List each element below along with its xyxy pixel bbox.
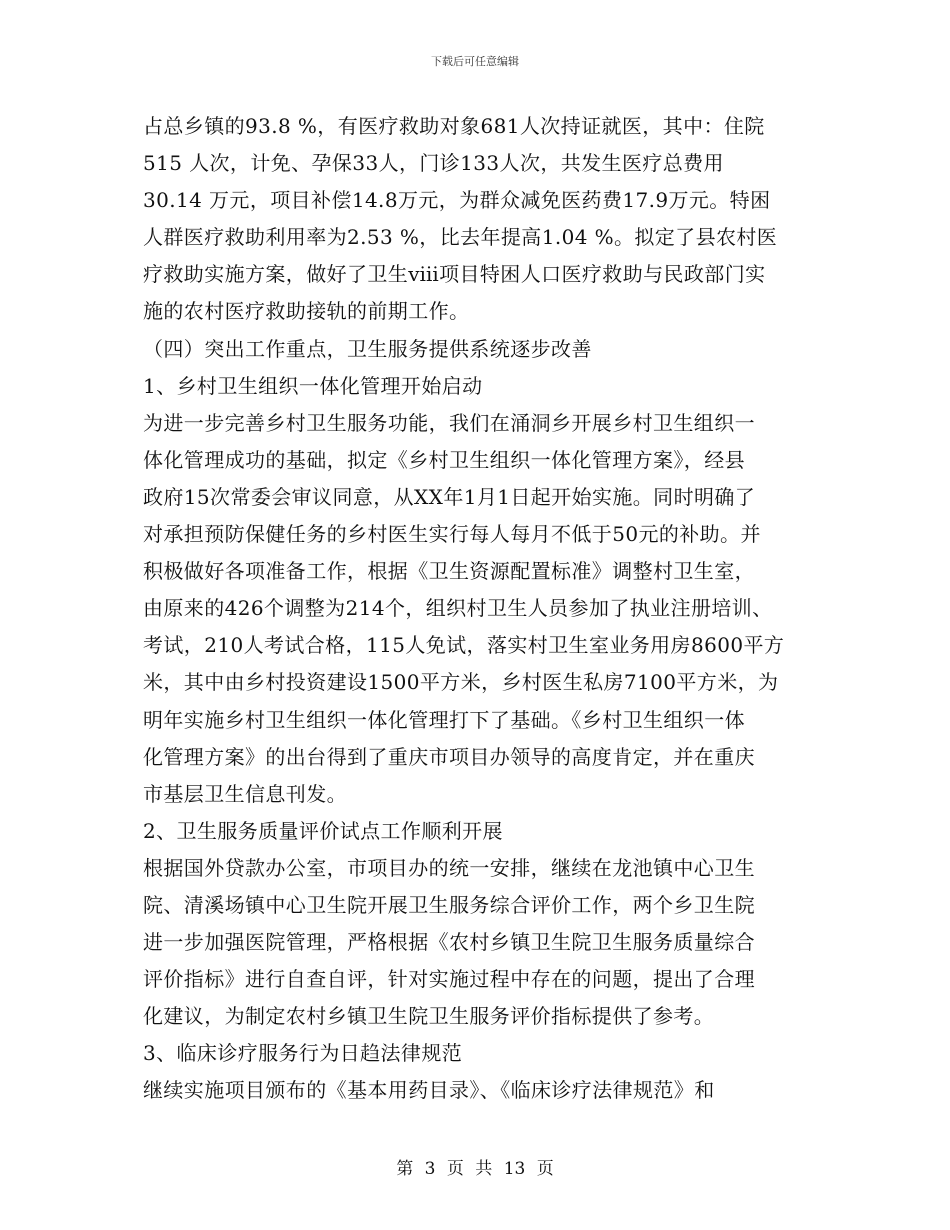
page-header: 下载后可任意编辑 <box>431 55 519 68</box>
text-line: 化管理方案》的出台得到了重庆市项目办领导的高度肯定，并在重庆 <box>143 744 755 769</box>
text-line: 继续实施项目颁布的《基本用药目录》、《临床诊疗法律规范》和 <box>143 1078 715 1103</box>
subsection-heading: 1、乡村卫生组织一体化管理开始启动 <box>143 373 483 398</box>
text-line: 市基层卫生信息刊发。 <box>143 781 347 806</box>
subsection-heading: 2、卫生服务质量评价试点工作顺利开展 <box>143 818 503 843</box>
page-footer: 第 3 页 共 13 页 <box>396 1159 554 1179</box>
text-line: 体化管理成功的基础，拟定《乡村卫生组织一体化管理方案》，经县 <box>143 447 745 472</box>
text-line: 由原来的426个调整为214个，组织村卫生人员参加了执业注册培训、 <box>143 596 773 621</box>
text-line: 化建议，为制定农村乡镇卫生院卫生服务评价指标提供了参考。 <box>143 1004 715 1029</box>
text-line: 政府15次常委会审议同意，从XX年1月1日起开始实施。同时明确了 <box>143 484 756 509</box>
text-line: 30.14 万元，项目补偿14.8万元，为群众减免医药费17.9万元。特困 <box>143 188 771 213</box>
text-line: 进一步加强医院管理，严格根据《农村乡镇卫生院卫生服务质量综合 <box>143 930 755 955</box>
text-line: 积极做好各项准备工作，根据《卫生资源配置标准》调整村卫生室， <box>143 559 755 584</box>
text-line: 对承担预防保健任务的乡村医生实行每人每月不低于50元的补助。并 <box>143 522 761 547</box>
document-body <box>143 108 823 1110</box>
subsection-heading: 3、临床诊疗服务行为日趋法律规范 <box>143 1041 463 1066</box>
text-line: 人群医疗救助利用率为2.53 %，比去年提高1.04 %。拟定了县农村医 <box>143 225 778 250</box>
section-heading: （四）突出工作重点，卫生服务提供系统逐步改善 <box>143 336 592 361</box>
text-line: 米，其中由乡村投资建设1500平方米，乡村医生私房7100平方米，为 <box>143 670 779 695</box>
text-line: 院、清溪场镇中心卫生院开展卫生服务综合评价工作，两个乡卫生院 <box>143 892 755 917</box>
text-line: 疗救助实施方案，做好了卫生ⅷ项目特困人口医疗救助与民政部门实 <box>143 262 766 287</box>
text-line: 施的农村医疗救助接轨的前期工作。 <box>143 299 470 324</box>
text-line: 为进一步完善乡村卫生服务功能，我们在涌洞乡开展乡村卫生组织一 <box>143 410 755 435</box>
text-line: 评价指标》进行自查自评，针对实施过程中存在的问题，提出了合理 <box>143 967 755 992</box>
text-line: 根据国外贷款办公室，市项目办的统一安排，继续在龙池镇中心卫生 <box>143 855 755 880</box>
text-line: 明年实施乡村卫生组织一体化管理打下了基础。《乡村卫生组织一体 <box>143 707 745 732</box>
text-line: 占总乡镇的93.8 %，有医疗救助对象681人次持证就医，其中：住院 <box>143 114 765 138</box>
text-line: 考试，210人考试合格，115人免试，落实村卫生室业务用房8600平方 <box>143 633 785 658</box>
text-line: 515 人次，计免、孕保33人，门诊133人次，共发生医疗总费用 <box>143 151 724 176</box>
